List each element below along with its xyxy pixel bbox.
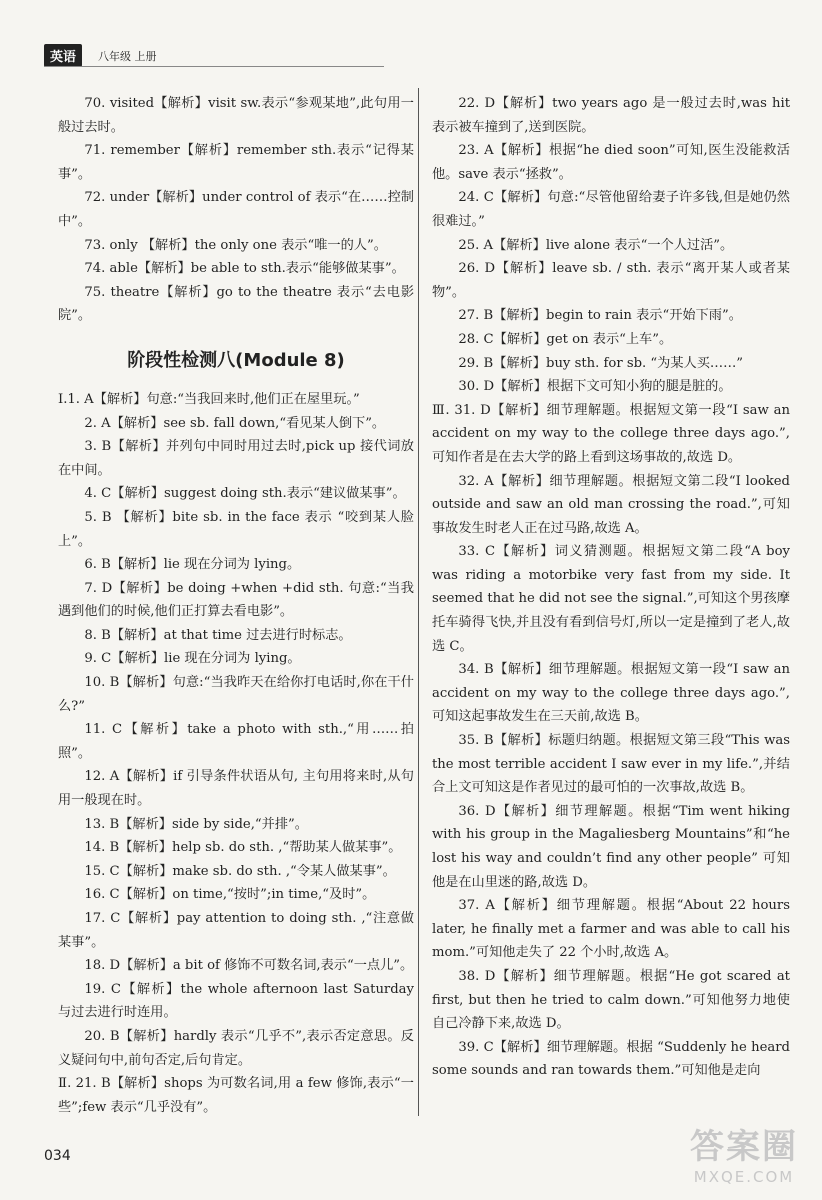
answer-item: 15. C【解析】make sb. do sth. ,“令某人做某事”。 [84, 863, 396, 879]
column-divider [418, 88, 419, 1116]
answer-item: 29. B【解析】buy sth. for sb. “为某人买……” [458, 355, 744, 371]
answer-item: 17. C【解析】pay attention to doing sth. ,“注意做某事”。 [58, 911, 414, 950]
answer-item: 33. C【解析】词义猜测题。根据短文第二段“A boy was riding a motorbike very fast from my side. It seemed that he did not see the signal.”,可知这个男孩摩托车骑得飞快,并且没有看到信号灯,所以一定是撞到了老人,故选 C。 [432, 544, 790, 654]
answer-item: 13. B【解析】side by side,“并排”。 [84, 816, 308, 832]
answer-item: 10. B【解析】句意:“当我昨天在给你打电话时,你在干什么?” [58, 675, 414, 714]
left-column [58, 92, 414, 1119]
subject-badge: 英语 [44, 44, 82, 67]
answer-item: 25. A【解析】live alone 表示“一个人过活”。 [458, 237, 734, 253]
answer-item: 5. B 【解析】bite sb. in the face 表示 “咬到某人脸上”。 [58, 509, 414, 549]
section-title: 阶段性检测八(Module 8) [127, 349, 345, 371]
answer-item: 18. D【解析】a bit of 修饰不可数名词,表示“一点儿”。 [84, 958, 414, 974]
answer-item: 14. B【解析】help sb. do sth. ,“帮助某人做某事”。 [84, 840, 402, 856]
answer-item: 72. under【解析】under control of 表示“在……控制中”。 [58, 190, 414, 229]
answer-item: 6. B【解析】lie 现在分词为 lying。 [84, 557, 301, 573]
answer-item: 37. A【解析】细节理解题。根据“About 22 hours later, he finally met a farmer and was able to call his mom.”可知他走失了 22 个小时,故选 A。 [432, 898, 790, 961]
answer-item: 22. D【解析】two years ago 是一般过去时,was hit 表示被车撞到了,送到医院。 [432, 96, 790, 135]
answer-item: 30. D【解析】根据下文可知小狗的腿是脏的。 [458, 379, 732, 395]
answer-item: 20. B【解析】hardly 表示“几乎不”,表示否定意思。反义疑问句中,前句否定,后句肯定。 [58, 1028, 414, 1068]
answer-item: 4. C【解析】suggest doing sth.表示“建议做某事”。 [84, 486, 406, 502]
watermark-logo [690, 1119, 798, 1186]
answer-item: 7. D【解析】be doing +when +did sth. 句意:“当我遇到他们的时候,他们正打算去看电影”。 [58, 580, 414, 620]
watermark-top: 答案圈 [690, 1127, 798, 1167]
answer-item: 23. A【解析】根据“he died soon”可知,医生没能救活他。save 表示“拯救”。 [432, 143, 790, 182]
answer-item: 19. C【解析】the whole afternoon last Saturday 与过去进行时连用。 [58, 981, 414, 1021]
answer-item: 74. able【解析】be able to sth.表示“能够做某事”。 [84, 261, 405, 277]
answer-item: Ⅲ. 31. D【解析】细节理解题。根据短文第一段“I saw an accident on my way to the college three days ago.”,可知作者是在去大学的路上看到这场事故的,故选 D。 [432, 402, 790, 465]
header-rule [44, 66, 384, 67]
answer-item: 34. B【解析】细节理解题。根据短文第一段“I saw an accident on my way to the college three days ago.”,可知这起事故发生在三天前,故选 B。 [432, 662, 790, 725]
answer-item: 39. C【解析】细节理解题。根据 “Suddenly he heard some sounds and ran towards them.”可知他是走向 [432, 1039, 790, 1079]
answer-item: Ⅱ. 21. B【解析】shops 为可数名词,用 a few 修饰,表示“一些”;few 表示“几乎没有”。 [58, 1076, 414, 1115]
answer-item: 70. visited【解析】visit sw.表示“参观某地”,此句用一般过去时。 [58, 96, 414, 135]
answer-item: 8. B【解析】at that time 过去进行时标志。 [84, 627, 352, 643]
right-column [432, 92, 790, 1083]
answer-item: 3. B【解析】并列句中同时用过去时,pick up 接代词放在中间。 [58, 439, 414, 478]
answer-item: 38. D【解析】细节理解题。根据“He got scared at first, but then he tried to calm down.”可知他努力地使自己冷静下来,故选 D。 [432, 968, 790, 1032]
watermark-bottom: MXQE.COM [693, 1168, 795, 1186]
answer-item: 32. A【解析】细节理解题。根据短文第二段“I looked outside and saw an old man crossing the road.”,可知事故发生时老人正在过马路,故选 A。 [432, 473, 790, 536]
page-number: 034 [44, 1148, 71, 1164]
running-header [44, 44, 204, 66]
answer-item: 24. C【解析】句意:“尽管他留给妻子许多钱,但是她仍然很难过。” [432, 190, 790, 229]
answer-item: 27. B【解析】begin to rain 表示“开始下雨”。 [458, 308, 742, 324]
answer-item: 26. D【解析】leave sb. / sth. 表示“离开某人或者某物”。 [432, 261, 790, 300]
answer-item: 2. A【解析】see sb. fall down,“看见某人倒下”。 [84, 415, 386, 431]
answer-item: 16. C【解析】on time,“按时”;in time,“及时”。 [84, 887, 376, 903]
answer-item: 12. A【解析】if 引导条件状语从句, 主句用将来时,从句用一般现在时。 [58, 769, 414, 809]
answer-item: 73. only 【解析】the only one 表示“唯一的人”。 [84, 237, 387, 253]
answer-item: 11. C【解析】take a photo with sth.,“用……拍照”。 [58, 722, 414, 761]
answer-item: 9. C【解析】lie 现在分词为 lying。 [84, 651, 301, 667]
answer-item: 75. theatre【解析】go to the theatre 表示“去电影院”。 [58, 284, 414, 324]
answer-item: 28. C【解析】get on 表示“上车”。 [458, 331, 673, 347]
answer-item: 36. D【解析】细节理解题。根据“Tim went hiking with his group in the Magaliesberg Mountains”和“he lost his way and couldn’t find any other people” 可知他是在山里迷的路,故选 D。 [432, 803, 790, 890]
answer-item: 71. remember【解析】remember sth.表示“记得某事”。 [58, 143, 414, 182]
answer-item: 35. B【解析】标题归纳题。根据短文第三段“This was the most terrible accident I saw ever in my life.”,并结合上文可知这是作者见过的最可怕的一次事故,故选 B。 [432, 733, 790, 796]
grade-label: 八年级 上册 [98, 50, 157, 63]
answer-item: Ⅰ.1. A【解析】句意:“当我回来时,他们正在屋里玩。” [58, 391, 360, 407]
